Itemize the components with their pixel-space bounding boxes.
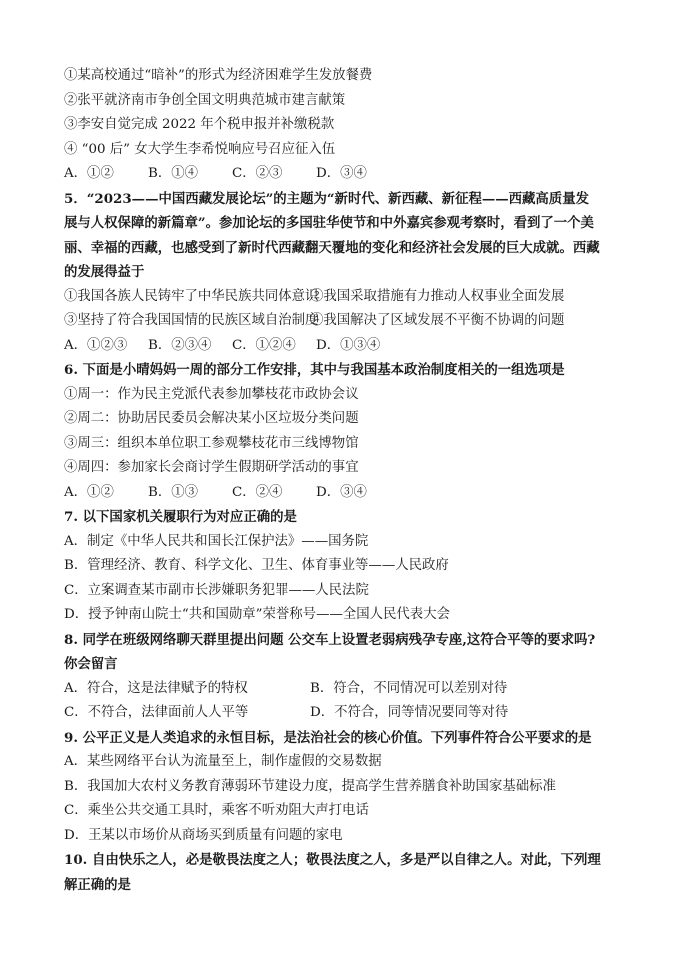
option-a: A．制定《中华人民共和国长江保护法》——国务院 — [64, 533, 369, 549]
statement-4: ④ “00 后” 女大学生李希悦响应号召应征入伍 — [64, 141, 336, 157]
option-b: B．①④ — [148, 166, 199, 181]
option-b: B．符合，不同情况可以差别对待 — [310, 680, 508, 696]
option-d: D．授予钟南山院士“共和国勋章”荣誉称号——全国人民代表大会 — [64, 607, 450, 622]
question-5 — [64, 187, 644, 359]
statement-row — [64, 285, 644, 310]
option-d: D．①③④ — [316, 337, 381, 353]
option-b: B．我国加大农村义务教育薄弱环节建设力度，提高学生营养膳食补助国家基础标准 — [64, 778, 556, 794]
statement-2: ②周二：协助居民委员会解决某小区垃圾分类问题 — [64, 411, 359, 426]
question-stem: 你会留言 — [64, 656, 118, 672]
option-a: A．符合，这是法律赋予的特权 — [64, 680, 248, 696]
option-b: B．①③ — [148, 484, 199, 500]
question-stem: 6. 下面是小晴妈妈一周的部分工作安排，其中与我国基本政治制度相关的一组选项是 — [64, 362, 565, 378]
question-6 — [64, 358, 644, 505]
option-d: D．王某以市场价从商场买到质量有问题的家电 — [64, 827, 343, 843]
question-stem: 展与人权保障的新篇章”。参加论坛的多国驻华使节和中外嘉宾参观考察时，看到了一个美 — [64, 215, 594, 231]
question-stem: 10. 自由快乐之人，必是敬畏法度之人；敬畏法度之人，多是严以自律之人。对此，下列理 — [64, 852, 601, 868]
answer-options — [64, 481, 644, 506]
option-c: C．立案调查某市副市长涉嫌职务犯罪——人民法院 — [64, 582, 369, 598]
option-d: D．不符合，同等情况要同等对待 — [310, 705, 509, 720]
option-c: C．不符合，法律面前人人平等 — [64, 705, 249, 720]
option-row — [64, 701, 644, 726]
question-7 — [64, 505, 644, 628]
option-a: A．①② — [64, 484, 114, 500]
question-stem: 丽、幸福的西藏，也感受到了新时代西藏翻天覆地的变化和经济社会发展的巨大成就。西藏 — [64, 239, 600, 256]
option-b: B．②③④ — [148, 337, 212, 353]
option-a: A．某些网络平台认为流量至上，制作虚假的交易数据 — [64, 754, 382, 769]
option-c: C．①②④ — [232, 337, 296, 353]
question-stem: 8. 同学在班级网络聊天群里提出问题 公交车上设置老弱病残孕专座,这符合平等的要求吗? — [64, 631, 596, 648]
option-d: D．③④ — [316, 484, 367, 500]
option-c: C．②④ — [232, 484, 283, 500]
statement-3: ③李安自觉完成 2022 年个税申报并补缴税款 — [64, 117, 335, 132]
question-stem: 解正确的是 — [64, 876, 131, 893]
option-b: B．管理经济、教育、科学文化、卫生、体育事业等——人民政府 — [64, 558, 449, 573]
question-stem: 9. 公平正义是人类追求的永恒目标，是法治社会的核心价值。下列事件符合公平要求的是 — [64, 729, 592, 746]
statement-4: ④我国解决了区域发展不平衡不协调的问题 — [310, 313, 565, 328]
statement-3: ③周三：组织本单位职工参观攀枝花市三线博物馆 — [64, 435, 359, 451]
question-8 — [64, 628, 644, 726]
option-a: A．①②③ — [64, 337, 128, 353]
question-stem: 7. 以下国家机关履职行为对应正确的是 — [64, 509, 297, 525]
option-a: A．①② — [64, 166, 114, 181]
statement-2: ②我国采取措施有力推动人权事业全面发展 — [310, 288, 565, 304]
statement-row — [64, 309, 644, 334]
option-row — [64, 677, 644, 702]
statement-1: ①我国各族人民铸牢了中华民族共同体意识 — [64, 288, 319, 304]
answer-options — [64, 162, 644, 187]
option-c: C．②③ — [232, 166, 283, 181]
statement-1: ①某高校通过“暗补”的形式为经济困难学生发放餐费 — [64, 68, 373, 83]
statement-1: ①周一：作为民主党派代表参加攀枝花市政协会议 — [64, 386, 359, 402]
statement-4: ④周四：参加家长会商讨学生假期研学活动的事宜 — [64, 460, 359, 475]
statement-2: ②张平就济南市争创全国文明典范城市建言献策 — [64, 92, 346, 108]
question-stem: 5．“2023——中国西藏发展论坛”的主题为“新时代、新西藏、新征程——西藏高质量发 — [64, 190, 589, 207]
question-stem: 的发展得益于 — [64, 264, 145, 280]
option-c: C．乘坐公共交通工具时，乘客不听劝阻大声打电话 — [64, 803, 369, 818]
option-d: D．③④ — [316, 166, 367, 181]
question-9 — [64, 726, 644, 849]
answer-options — [64, 334, 644, 359]
question-10 — [64, 848, 644, 897]
statement-3: ③坚持了符合我国国情的民族区域自治制度 — [64, 313, 319, 328]
question-4-tail — [64, 64, 644, 187]
